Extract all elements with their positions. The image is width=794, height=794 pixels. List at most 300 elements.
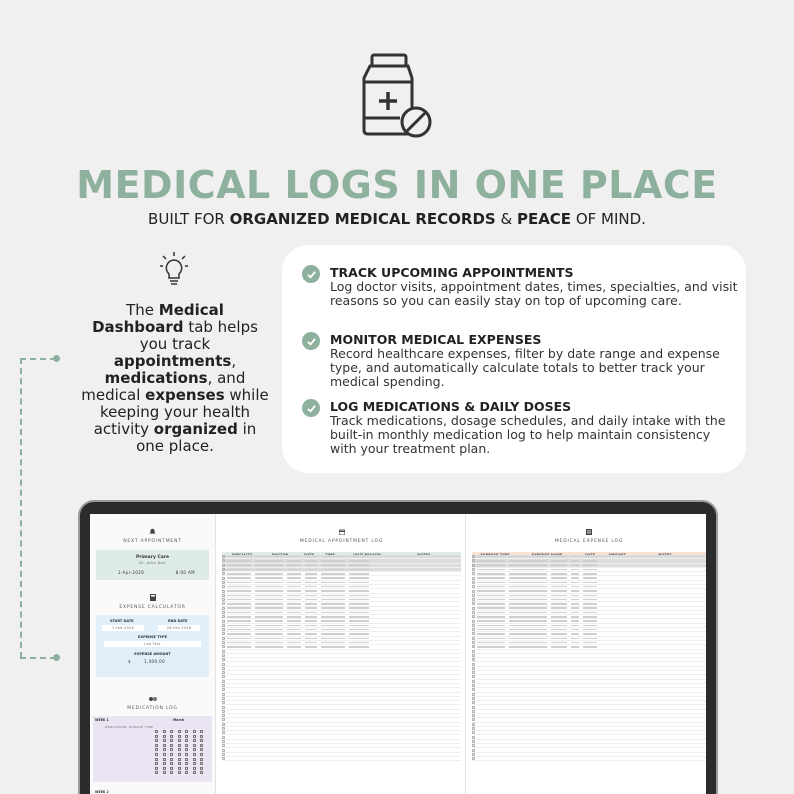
dose-checkbox[interactable] <box>185 739 188 742</box>
row-checkbox[interactable] <box>472 693 475 696</box>
row-checkbox[interactable] <box>472 590 475 593</box>
cell-placeholder <box>583 582 597 584</box>
dose-checkbox[interactable] <box>185 758 188 761</box>
row-checkbox[interactable] <box>472 615 475 618</box>
cell-placeholder <box>509 620 547 622</box>
dose-checkbox[interactable] <box>200 771 203 774</box>
row-checkbox[interactable] <box>472 658 475 661</box>
cell-placeholder <box>477 642 505 644</box>
dose-checkbox[interactable] <box>200 762 203 765</box>
cell-placeholder <box>571 569 579 571</box>
row-checkbox[interactable] <box>222 611 225 614</box>
dose-checkbox[interactable] <box>193 730 196 733</box>
cell-placeholder <box>477 629 505 631</box>
next-appt-doctor: Dr. John Doe <box>139 561 166 565</box>
cell-placeholder <box>477 599 505 601</box>
cell-placeholder <box>321 586 345 588</box>
expense-amount-label: EXPENSE AMOUNT <box>134 652 171 656</box>
dose-checkbox[interactable] <box>155 753 158 756</box>
cell-placeholder <box>509 560 547 562</box>
dose-checkbox[interactable] <box>193 762 196 765</box>
end-date-input[interactable] <box>158 625 200 631</box>
medication-log-title: MEDICATION LOG <box>127 706 178 711</box>
cell-placeholder <box>477 569 505 571</box>
cell-placeholder <box>349 556 369 558</box>
currency-symbol: $ <box>128 659 131 664</box>
row-checkbox[interactable] <box>222 637 225 640</box>
connector-line <box>20 358 22 658</box>
appointment-log-title: MEDICAL APPOINTMENT LOG <box>299 539 384 544</box>
month-label: March <box>173 718 185 722</box>
cell-placeholder <box>477 564 505 566</box>
cell-placeholder <box>477 560 505 562</box>
connector-line-bottom <box>20 657 56 659</box>
dose-checkbox[interactable] <box>200 744 203 747</box>
row-checkbox[interactable] <box>222 568 225 571</box>
row-checkbox[interactable] <box>222 731 225 734</box>
dose-checkbox[interactable] <box>155 762 158 765</box>
dose-checkbox[interactable] <box>178 744 181 747</box>
cell-placeholder <box>305 590 317 592</box>
table-row <box>222 757 461 761</box>
dose-checkbox[interactable] <box>200 739 203 742</box>
cell-placeholder <box>477 595 505 597</box>
row-checkbox[interactable] <box>222 658 225 661</box>
dose-checkbox[interactable] <box>163 771 166 774</box>
cell-placeholder <box>305 629 317 631</box>
cell-placeholder <box>509 629 547 631</box>
cell-placeholder <box>287 564 301 566</box>
dose-checkbox[interactable] <box>155 730 158 733</box>
dose-checkbox[interactable] <box>163 762 166 765</box>
cell-placeholder <box>287 599 301 601</box>
dose-checkbox[interactable] <box>193 744 196 747</box>
cell-placeholder <box>287 607 301 609</box>
row-checkbox[interactable] <box>222 650 225 653</box>
row-checkbox[interactable] <box>472 697 475 700</box>
cell-placeholder <box>287 633 301 635</box>
cell-placeholder <box>287 556 301 558</box>
row-checkbox[interactable] <box>222 607 225 610</box>
row-checkbox[interactable] <box>472 641 475 644</box>
cell-placeholder <box>551 646 567 648</box>
cell-placeholder <box>227 595 251 597</box>
row-checkbox[interactable] <box>222 645 225 648</box>
row-checkbox[interactable] <box>472 688 475 691</box>
dose-checkbox[interactable] <box>155 735 158 738</box>
row-checkbox[interactable] <box>472 607 475 610</box>
dose-checkbox[interactable] <box>155 748 158 751</box>
cell-placeholder <box>255 573 283 575</box>
row-checkbox[interactable] <box>222 710 225 713</box>
row-checkbox[interactable] <box>472 684 475 687</box>
desc-b1: Medical Dashboard <box>92 301 224 336</box>
row-checkbox[interactable] <box>222 718 225 721</box>
cell-placeholder <box>509 586 547 588</box>
calculator-icon <box>90 586 215 605</box>
desc-t5: while keeping your health activity <box>93 386 269 438</box>
row-checkbox[interactable] <box>472 637 475 640</box>
row-checkbox[interactable] <box>472 723 475 726</box>
cell-placeholder <box>255 646 283 648</box>
row-checkbox[interactable] <box>472 671 475 674</box>
cell-placeholder <box>227 620 251 622</box>
next-appointment-box <box>96 550 209 580</box>
row-checkbox[interactable] <box>472 559 475 562</box>
row-checkbox[interactable] <box>222 701 225 704</box>
cell-placeholder <box>227 590 251 592</box>
row-checkbox[interactable] <box>472 572 475 575</box>
cell-placeholder <box>509 612 547 614</box>
cell-placeholder <box>227 586 251 588</box>
row-checkbox[interactable] <box>472 701 475 704</box>
dose-checkbox[interactable] <box>163 767 166 770</box>
row-checkbox[interactable] <box>472 645 475 648</box>
cell-placeholder <box>305 564 317 566</box>
row-checkbox[interactable] <box>222 693 225 696</box>
cell-placeholder <box>321 620 345 622</box>
calendar-icon <box>218 520 465 539</box>
cell-placeholder <box>551 582 567 584</box>
cell-placeholder <box>583 599 597 601</box>
cell-placeholder <box>509 556 547 558</box>
dose-checkbox[interactable] <box>170 730 173 733</box>
dose-checkbox[interactable] <box>193 767 196 770</box>
dose-checkbox[interactable] <box>163 735 166 738</box>
row-checkbox[interactable] <box>222 590 225 593</box>
dose-checkbox[interactable] <box>178 735 181 738</box>
dose-checkbox[interactable] <box>163 739 166 742</box>
row-checkbox[interactable] <box>472 710 475 713</box>
row-checkbox[interactable] <box>472 602 475 605</box>
dose-checkbox[interactable] <box>170 753 173 756</box>
dashboard-sidebar <box>90 514 216 794</box>
expense-type-select[interactable] <box>104 641 201 647</box>
row-checkbox[interactable] <box>222 684 225 687</box>
row-checkbox[interactable] <box>222 697 225 700</box>
start-date-input[interactable] <box>102 625 144 631</box>
dose-checkbox[interactable] <box>155 739 158 742</box>
row-checkbox[interactable] <box>472 581 475 584</box>
expense-calculator-box <box>96 615 209 677</box>
dose-checkbox[interactable] <box>170 771 173 774</box>
cell-placeholder <box>255 577 283 579</box>
row-checkbox[interactable] <box>472 628 475 631</box>
dose-checkbox[interactable] <box>193 748 196 751</box>
cell-placeholder <box>349 629 369 631</box>
medication-checkbox-grid <box>155 730 209 778</box>
cell-placeholder <box>477 603 505 605</box>
cell-placeholder <box>255 560 283 562</box>
cell-placeholder <box>583 590 597 592</box>
cell-placeholder <box>227 616 251 618</box>
row-checkbox[interactable] <box>472 624 475 627</box>
row-checkbox[interactable] <box>472 675 475 678</box>
row-checkbox[interactable] <box>222 585 225 588</box>
dose-checkbox[interactable] <box>178 762 181 765</box>
row-checkbox[interactable] <box>222 632 225 635</box>
dose-checkbox[interactable] <box>170 744 173 747</box>
cell-placeholder <box>583 633 597 635</box>
cell-placeholder <box>287 638 301 640</box>
row-checkbox[interactable] <box>472 718 475 721</box>
cell-placeholder <box>321 646 345 648</box>
dose-checkbox[interactable] <box>178 748 181 751</box>
row-checkbox[interactable] <box>222 671 225 674</box>
cell-placeholder <box>551 573 567 575</box>
table-row <box>472 757 706 761</box>
cell-placeholder <box>349 642 369 644</box>
expense-type-value: Lab Test <box>144 642 161 646</box>
row-checkbox[interactable] <box>222 564 225 567</box>
cell-placeholder <box>349 586 369 588</box>
cell-placeholder <box>287 590 301 592</box>
sub-bold-records: ORGANIZED MEDICAL RECORDS <box>229 210 496 228</box>
row-checkbox[interactable] <box>472 749 475 752</box>
cell-placeholder <box>255 556 283 558</box>
row-checkbox[interactable] <box>222 559 225 562</box>
dose-checkbox[interactable] <box>185 735 188 738</box>
row-checkbox[interactable] <box>472 598 475 601</box>
dose-checkbox[interactable] <box>185 762 188 765</box>
row-checkbox[interactable] <box>222 753 225 756</box>
dose-checkbox[interactable] <box>155 744 158 747</box>
row-checkbox[interactable] <box>472 555 475 558</box>
row-checkbox[interactable] <box>222 714 225 717</box>
dose-checkbox[interactable] <box>170 748 173 751</box>
dose-checkbox[interactable] <box>200 767 203 770</box>
cell-placeholder <box>287 603 301 605</box>
cell-placeholder <box>551 629 567 631</box>
cell-placeholder <box>583 556 597 558</box>
dose-checkbox[interactable] <box>178 753 181 756</box>
cell-placeholder <box>321 616 345 618</box>
row-checkbox[interactable] <box>472 594 475 597</box>
cell-placeholder <box>227 646 251 648</box>
row-checkbox[interactable] <box>222 581 225 584</box>
row-checkbox[interactable] <box>222 757 225 760</box>
row-checkbox[interactable] <box>472 663 475 666</box>
dose-checkbox[interactable] <box>193 735 196 738</box>
dose-checkbox[interactable] <box>170 767 173 770</box>
row-checkbox[interactable] <box>472 753 475 756</box>
cell-placeholder <box>571 603 579 605</box>
row-checkbox[interactable] <box>472 706 475 709</box>
cell-placeholder <box>477 556 505 558</box>
cell-placeholder <box>321 638 345 640</box>
dose-checkbox[interactable] <box>193 771 196 774</box>
row-checkbox[interactable] <box>222 577 225 580</box>
cell-placeholder <box>287 646 301 648</box>
row-checkbox[interactable] <box>222 628 225 631</box>
row-checkbox[interactable] <box>222 602 225 605</box>
dose-checkbox[interactable] <box>170 758 173 761</box>
row-checkbox[interactable] <box>222 641 225 644</box>
cell-placeholder <box>349 564 369 566</box>
cell-placeholder <box>321 556 345 558</box>
cell-placeholder <box>349 616 369 618</box>
cell-placeholder <box>305 633 317 635</box>
cell-placeholder <box>477 625 505 627</box>
row-checkbox[interactable] <box>222 598 225 601</box>
dose-checkbox[interactable] <box>178 771 181 774</box>
row-checkbox[interactable] <box>222 624 225 627</box>
cell-placeholder <box>287 620 301 622</box>
cell-placeholder <box>477 616 505 618</box>
dose-checkbox[interactable] <box>170 735 173 738</box>
row-checkbox[interactable] <box>472 736 475 739</box>
row-checkbox[interactable] <box>472 577 475 580</box>
cell-placeholder <box>321 625 345 627</box>
cell-placeholder <box>571 638 579 640</box>
dose-checkbox[interactable] <box>200 758 203 761</box>
row-checkbox[interactable] <box>222 688 225 691</box>
dose-checkbox[interactable] <box>170 762 173 765</box>
cell-placeholder <box>305 595 317 597</box>
dose-checkbox[interactable] <box>185 744 188 747</box>
row-checkbox[interactable] <box>472 611 475 614</box>
row-checkbox[interactable] <box>472 620 475 623</box>
cell-placeholder <box>227 573 251 575</box>
row-checkbox[interactable] <box>222 680 225 683</box>
dose-checkbox[interactable] <box>155 771 158 774</box>
row-checkbox[interactable] <box>222 744 225 747</box>
cell-placeholder <box>349 638 369 640</box>
row-checkbox[interactable] <box>222 706 225 709</box>
cell-placeholder <box>287 577 301 579</box>
cell-placeholder <box>583 586 597 588</box>
cell-placeholder <box>571 616 579 618</box>
row-checkbox[interactable] <box>472 680 475 683</box>
dose-checkbox[interactable] <box>193 739 196 742</box>
desc-b5: organized <box>153 420 238 438</box>
cell-placeholder <box>305 607 317 609</box>
row-checkbox[interactable] <box>472 585 475 588</box>
row-checkbox[interactable] <box>222 615 225 618</box>
cell-placeholder <box>571 599 579 601</box>
dose-checkbox[interactable] <box>200 730 203 733</box>
end-date-value: 28-Feb-2026 <box>166 626 192 630</box>
cell-placeholder <box>287 629 301 631</box>
row-checkbox[interactable] <box>472 667 475 670</box>
row-checkbox[interactable] <box>222 727 225 730</box>
dose-checkbox[interactable] <box>178 758 181 761</box>
cell-placeholder <box>305 616 317 618</box>
cell-placeholder <box>571 582 579 584</box>
row-checkbox[interactable] <box>222 572 225 575</box>
cell-placeholder <box>477 573 505 575</box>
cell-placeholder <box>349 612 369 614</box>
row-checkbox[interactable] <box>472 714 475 717</box>
cell-placeholder <box>571 556 579 558</box>
cell-placeholder <box>583 620 597 622</box>
row-checkbox[interactable] <box>472 757 475 760</box>
row-checkbox[interactable] <box>222 723 225 726</box>
row-checkbox[interactable] <box>472 568 475 571</box>
row-checkbox[interactable] <box>472 740 475 743</box>
dose-checkbox[interactable] <box>163 748 166 751</box>
connector-dot-top <box>53 355 60 362</box>
row-checkbox[interactable] <box>472 564 475 567</box>
cell-placeholder <box>287 612 301 614</box>
row-checkbox[interactable] <box>472 650 475 653</box>
cell-placeholder <box>321 569 345 571</box>
dose-checkbox[interactable] <box>200 748 203 751</box>
cell-placeholder <box>305 603 317 605</box>
dose-checkbox[interactable] <box>163 758 166 761</box>
cell-placeholder <box>571 607 579 609</box>
dose-checkbox[interactable] <box>193 753 196 756</box>
pill-icon <box>90 687 215 706</box>
dose-checkbox[interactable] <box>185 771 188 774</box>
dose-checkbox[interactable] <box>178 767 181 770</box>
cell-placeholder <box>305 638 317 640</box>
dose-checkbox[interactable] <box>163 744 166 747</box>
row-checkbox[interactable] <box>222 555 225 558</box>
cell-placeholder <box>349 560 369 562</box>
cell-placeholder <box>571 577 579 579</box>
cell-placeholder <box>255 607 283 609</box>
dose-checkbox[interactable] <box>170 739 173 742</box>
row-checkbox[interactable] <box>222 654 225 657</box>
cell-placeholder <box>255 603 283 605</box>
dose-checkbox[interactable] <box>185 730 188 733</box>
dose-checkbox[interactable] <box>155 758 158 761</box>
cell-placeholder <box>349 607 369 609</box>
cell-placeholder <box>305 625 317 627</box>
cell-placeholder <box>583 638 597 640</box>
dose-checkbox[interactable] <box>185 753 188 756</box>
row-checkbox[interactable] <box>222 667 225 670</box>
row-checkbox[interactable] <box>222 663 225 666</box>
row-checkbox[interactable] <box>222 736 225 739</box>
row-checkbox[interactable] <box>222 675 225 678</box>
dose-checkbox[interactable] <box>163 753 166 756</box>
dose-checkbox[interactable] <box>155 767 158 770</box>
col-medication: MEDICATION <box>105 725 127 729</box>
feature-description: Track medications, dosage schedules, and daily intake with the built-in monthly medication log to help maintain consistency with your treatment plan. <box>330 413 726 456</box>
dose-checkbox[interactable] <box>178 730 181 733</box>
row-checkbox[interactable] <box>222 594 225 597</box>
row-checkbox[interactable] <box>472 731 475 734</box>
dose-checkbox[interactable] <box>200 735 203 738</box>
row-checkbox[interactable] <box>472 727 475 730</box>
dose-checkbox[interactable] <box>200 753 203 756</box>
cell-placeholder <box>551 590 567 592</box>
cell-placeholder <box>349 633 369 635</box>
row-checkbox[interactable] <box>222 740 225 743</box>
row-checkbox[interactable] <box>472 654 475 657</box>
row-checkbox[interactable] <box>222 749 225 752</box>
dose-checkbox[interactable] <box>185 767 188 770</box>
row-checkbox[interactable] <box>222 620 225 623</box>
dose-checkbox[interactable] <box>185 748 188 751</box>
desc-b2: appointments <box>113 352 232 370</box>
cell-placeholder <box>509 595 547 597</box>
cell-placeholder <box>551 612 567 614</box>
desc-t6: in one place. <box>136 420 257 455</box>
dose-checkbox[interactable] <box>193 758 196 761</box>
expense-log-title: MEDICAL EXPENSE LOG <box>554 539 624 544</box>
week2-label: WEEK 2 <box>95 790 109 794</box>
row-checkbox[interactable] <box>472 632 475 635</box>
dose-checkbox[interactable] <box>163 730 166 733</box>
cell-placeholder <box>321 573 345 575</box>
row-checkbox[interactable] <box>472 744 475 747</box>
cell-placeholder <box>227 612 251 614</box>
cell-placeholder <box>255 564 283 566</box>
dose-checkbox[interactable] <box>178 739 181 742</box>
